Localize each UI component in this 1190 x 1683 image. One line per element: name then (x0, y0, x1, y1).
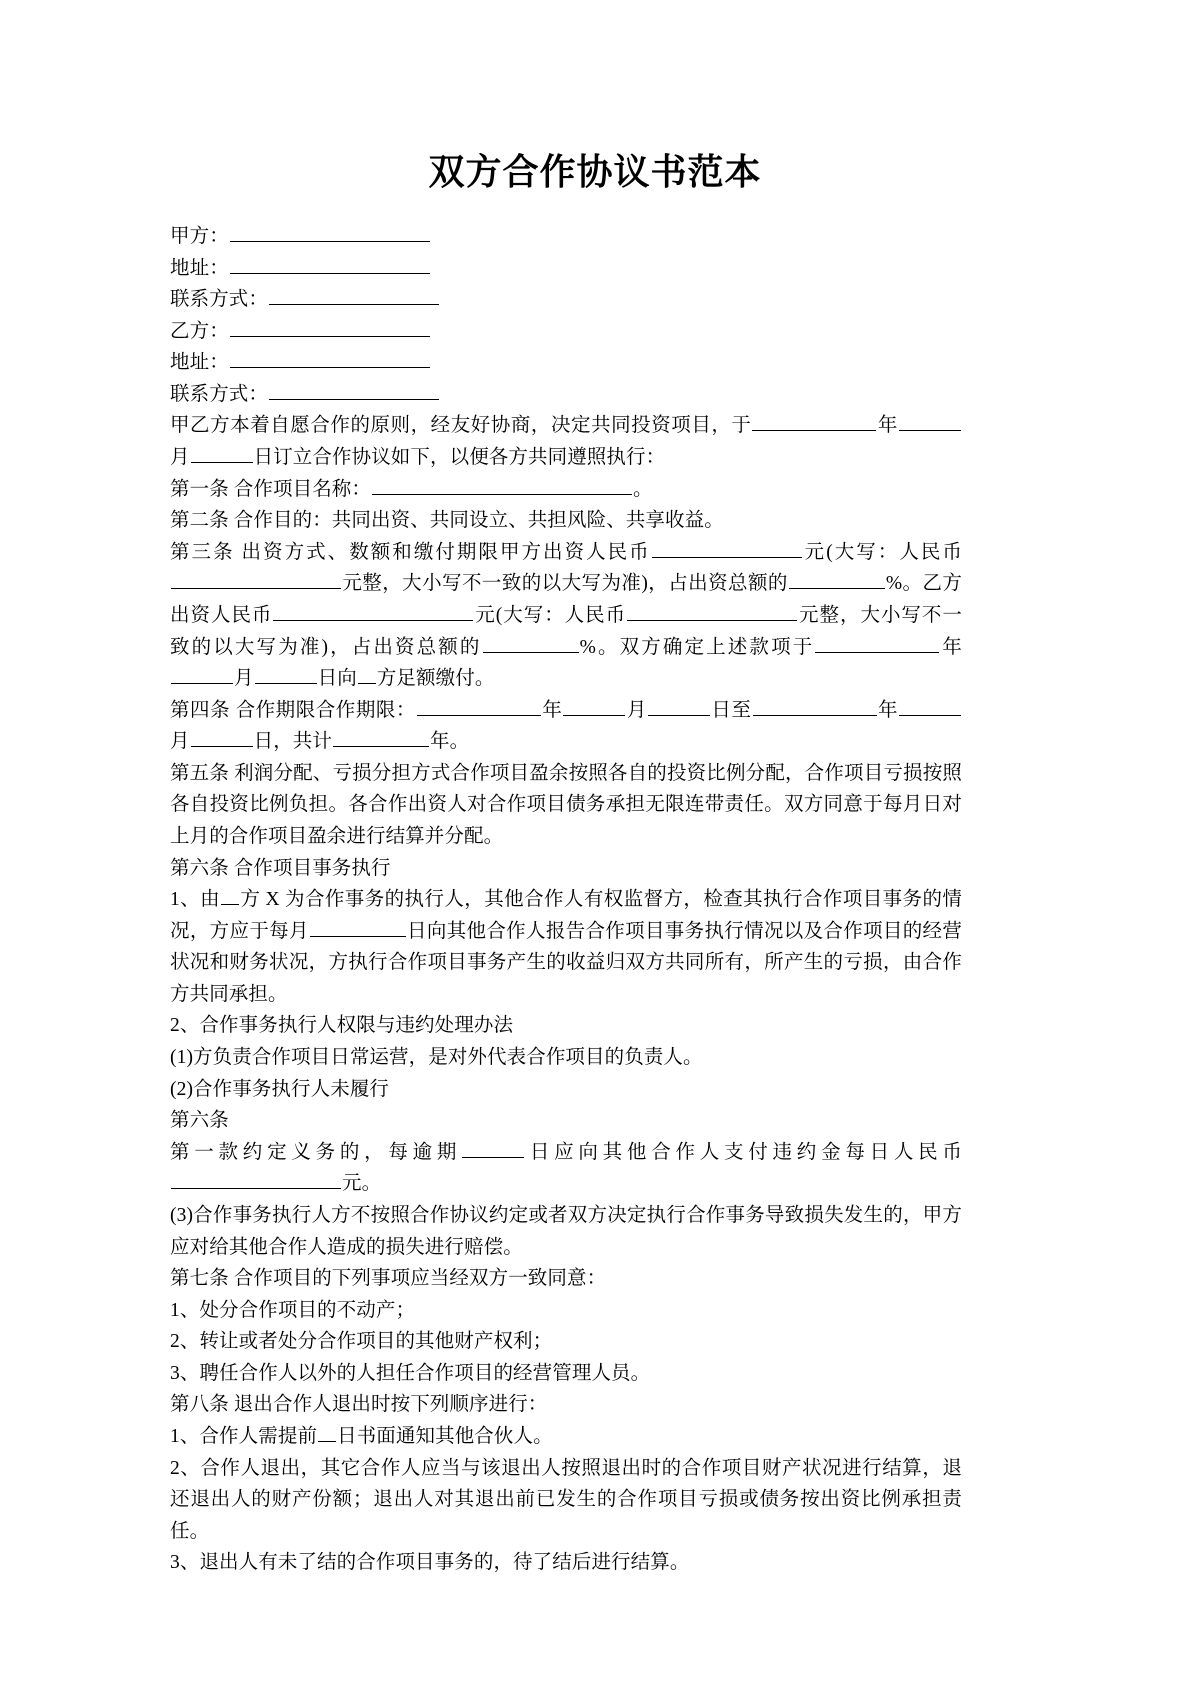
article-6b-head-row (170, 1105, 962, 1137)
party-row-yifang (170, 316, 962, 348)
blank-a3-amount-b-words[interactable] (627, 601, 797, 621)
article-6-text: 合作项目事务执行 (233, 857, 391, 879)
article-7-item-3 (170, 1358, 962, 1390)
blank-a3-year[interactable] (815, 633, 939, 653)
blank-preamble-month[interactable] (899, 412, 961, 432)
article-8-item1-text-2: 日书面通知其他合伙人。 (337, 1425, 553, 1447)
blank-jiafang[interactable] (230, 222, 430, 242)
blank-a4-year-start[interactable] (417, 696, 541, 716)
article-6-item-1 (170, 884, 962, 1010)
article-6-item2-1-text: (1)方负责合作项目日常运营，是对外代表合作项目的负责人。 (170, 1047, 703, 1069)
article-6-item-2-2 (170, 1074, 962, 1106)
party-row-contact1 (170, 284, 962, 316)
blank-a3-amount-a[interactable] (652, 538, 802, 558)
blank-preamble-year[interactable] (752, 412, 876, 432)
party-row-address1 (170, 253, 962, 285)
article-6b-head: 第六条 (170, 1110, 229, 1132)
article-6-item1-text-2: 方 X 为合作事务的执行人，其他合作人有权监督方，检查其执行合作项目事务的情况，方应于每月 (170, 889, 962, 942)
article-3-text-6: 元整，大小写不一致的以大写为准)，占出资总额的 (170, 604, 962, 658)
party-label-yifang: 乙方： (170, 320, 229, 342)
blank-a8-notice-days[interactable] (318, 1422, 336, 1442)
article-6-item2-2-text: (2)合作事务执行人未履行 (170, 1078, 390, 1100)
article-3-text-4: %。乙方出资人民币 (170, 573, 962, 626)
article-6b-p1-text-3: 元。 (342, 1173, 382, 1195)
blank-preamble-day[interactable] (191, 444, 253, 464)
article-8-item1-text-1: 1、合作人需提前 (170, 1425, 318, 1447)
preamble-text-1: 甲乙方本着自愿合作的原则，经友好协商，决定共同投资项目，于 (170, 415, 752, 437)
blank-a3-month[interactable] (171, 665, 233, 685)
article-1-head: 第一条 (170, 478, 229, 500)
article-5-text: 利润分配、亏损分担方式合作项目盈余按照各自的投资比例分配，合作项目亏损按照各自投资比例负担。各合作出资人对合作项目债务承担无限连带责任。双方同意于每月日对上月的合作项目盈余进行结算并分配。 (170, 762, 962, 847)
party-label-address2: 地址： (170, 352, 229, 374)
article-4-text-2: 年 (541, 699, 563, 721)
article-7-head: 第七条 (170, 1268, 229, 1290)
party-label-address1: 地址： (170, 257, 229, 279)
blank-contact1[interactable] (269, 286, 439, 306)
article-6b-p1-text-2: 日应向其他合作人支付违约金每日人民币 (525, 1141, 962, 1163)
article-3-text-5: 元(大写：人民币 (474, 604, 627, 626)
article-8-text: 退出合作人退出时按下列顺序进行： (233, 1394, 548, 1416)
article-7-item-2-text: 2、转让或者处分合作项目的其他财产权利； (170, 1331, 553, 1353)
article-4-text-7: 日，共计 (253, 731, 333, 753)
article-8-item-3-text: 3、退出人有未了结的合作项目事务的，待了结后进行结算。 (170, 1552, 690, 1574)
blank-a4-month-end[interactable] (899, 696, 961, 716)
blank-a6b-overdue-days[interactable] (462, 1138, 524, 1158)
article-6b-p2-text: (3)合作事务执行人方不按照合作协议约定或者双方决定执行合作事务导致损失发生的，甲方应对给其他合作人造成的损失进行赔偿。 (170, 1204, 962, 1258)
article-6b-paragraph-2 (170, 1200, 962, 1263)
article-8-item-2 (170, 1453, 962, 1548)
blank-a3-day[interactable] (255, 665, 317, 685)
blank-a6-report-day[interactable] (310, 917, 406, 937)
article-3-text-10: 日向 (317, 668, 357, 690)
article-8-item-1 (170, 1421, 962, 1453)
article-1-tail: 。 (633, 478, 653, 500)
article-1 (170, 474, 962, 506)
article-5-head: 第五条 (170, 762, 230, 784)
article-3-head: 第三条 (170, 541, 235, 563)
blank-yifang[interactable] (230, 317, 430, 337)
party-row-address2 (170, 347, 962, 379)
blank-a3-party[interactable] (358, 665, 376, 685)
article-6-item2-text: 2、合作事务执行人权限与违约处理办法 (170, 1015, 514, 1037)
blank-project-name[interactable] (372, 475, 632, 495)
blank-a4-year-end[interactable] (753, 696, 877, 716)
preamble-year-label: 年 (877, 415, 898, 437)
article-5 (170, 758, 962, 853)
preamble-month-label: 月 (170, 447, 190, 469)
blank-a4-total-years[interactable] (333, 728, 429, 748)
article-6-item-2-1 (170, 1042, 962, 1074)
article-7-item-1 (170, 1295, 962, 1327)
article-4-text-8: 年。 (430, 731, 470, 753)
article-4-text-1: 合作期限合作期限： (235, 699, 416, 721)
party-row-jiafang (170, 221, 962, 253)
article-3-text-2: 元(大写：人民币 (802, 541, 962, 563)
blank-a4-day-end[interactable] (191, 728, 253, 748)
party-label-contact1: 联系方式： (170, 289, 269, 311)
blank-a3-percent-a[interactable] (789, 570, 885, 590)
blank-a6-executor-party[interactable] (221, 886, 239, 906)
article-2 (170, 505, 962, 537)
article-6-head: 第六条 (170, 857, 229, 879)
document-body (170, 221, 962, 1579)
article-6b-p1-text-1: 第一款约定义务的，每逾期 (170, 1141, 462, 1163)
article-6b-paragraph-1 (170, 1137, 962, 1200)
article-3-text-1: 出资方式、数额和缴付期限甲方出资人民币 (241, 541, 651, 563)
article-3-text-11: 方足额缴付。 (376, 668, 495, 690)
article-7-item-1-text: 1、处分合作项目的不动产； (170, 1299, 416, 1321)
article-8-item-2-text: 2、合作人退出，其它合作人应当与该退出人按照退出时的合作项目财产状况进行结算，退还退出人的财产份额；退出人对其退出前已发生的合作项目亏损或债务按出资比例承担责任。 (170, 1457, 962, 1542)
article-3 (170, 537, 962, 695)
party-label-jiafang: 甲方： (170, 226, 229, 247)
article-7 (170, 1263, 962, 1295)
preamble-paragraph (170, 410, 962, 473)
blank-a3-amount-b[interactable] (273, 601, 473, 621)
blank-a4-day-start[interactable] (648, 696, 710, 716)
blank-contact2[interactable] (269, 380, 439, 400)
article-4-text-3: 月 (626, 699, 647, 721)
article-6 (170, 853, 962, 885)
article-3-text-9: 月 (234, 668, 254, 690)
article-3-text-3: 元整，大小写不一致的以大写为准)，占出资总额的 (342, 573, 788, 595)
article-6-item-2 (170, 1010, 962, 1042)
article-4-head: 第四条 (170, 699, 231, 721)
blank-address1[interactable] (230, 254, 430, 274)
article-6-item1-text-3: 日向其他合作人报告合作项目事务执行情况以及合作项目的经营状况和财务状况，方执行合作项目事务产生的收益归双方共同所有，所产生的亏损，由合作方共同承担。 (170, 920, 962, 1005)
article-6-item1-text-1: 1、由 (170, 889, 221, 911)
article-8-item-3 (170, 1547, 962, 1579)
article-3-text-7: %。双方确定上述款项于 (579, 636, 815, 658)
party-label-contact2: 联系方式： (170, 383, 269, 405)
article-2-head: 第二条 (170, 510, 229, 532)
blank-a3-amount-a-words[interactable] (171, 570, 341, 590)
article-1-text: 合作项目名称： (233, 478, 371, 500)
article-7-item-2 (170, 1326, 962, 1358)
article-7-text: 合作项目的下列事项应当经双方一致同意： (233, 1268, 607, 1290)
article-3-text-8: 年 (940, 636, 962, 658)
article-7-item-3-text: 3、聘任合作人以外的人担任合作项目的经营管理人员。 (170, 1362, 651, 1384)
article-8-head: 第八条 (170, 1394, 229, 1416)
preamble-text-2: 日订立合作协议如下，以便各方共同遵照执行： (253, 447, 666, 469)
article-2-text: 合作目的：共同出资、共同设立、共担风险、共享收益。 (233, 510, 724, 532)
blank-a3-percent-b[interactable] (483, 633, 579, 653)
blank-a4-month-start[interactable] (563, 696, 625, 716)
page-title: 双方合作协议书范本 (428, 152, 762, 192)
blank-a6b-penalty-amount[interactable] (171, 1170, 341, 1190)
article-8 (170, 1389, 962, 1421)
article-4-text-6: 月 (170, 731, 190, 753)
party-row-contact2 (170, 379, 962, 411)
article-4-text-4: 日至 (710, 699, 752, 721)
article-4 (170, 695, 962, 758)
blank-address2[interactable] (230, 349, 430, 369)
article-4-text-5: 年 (877, 699, 899, 721)
